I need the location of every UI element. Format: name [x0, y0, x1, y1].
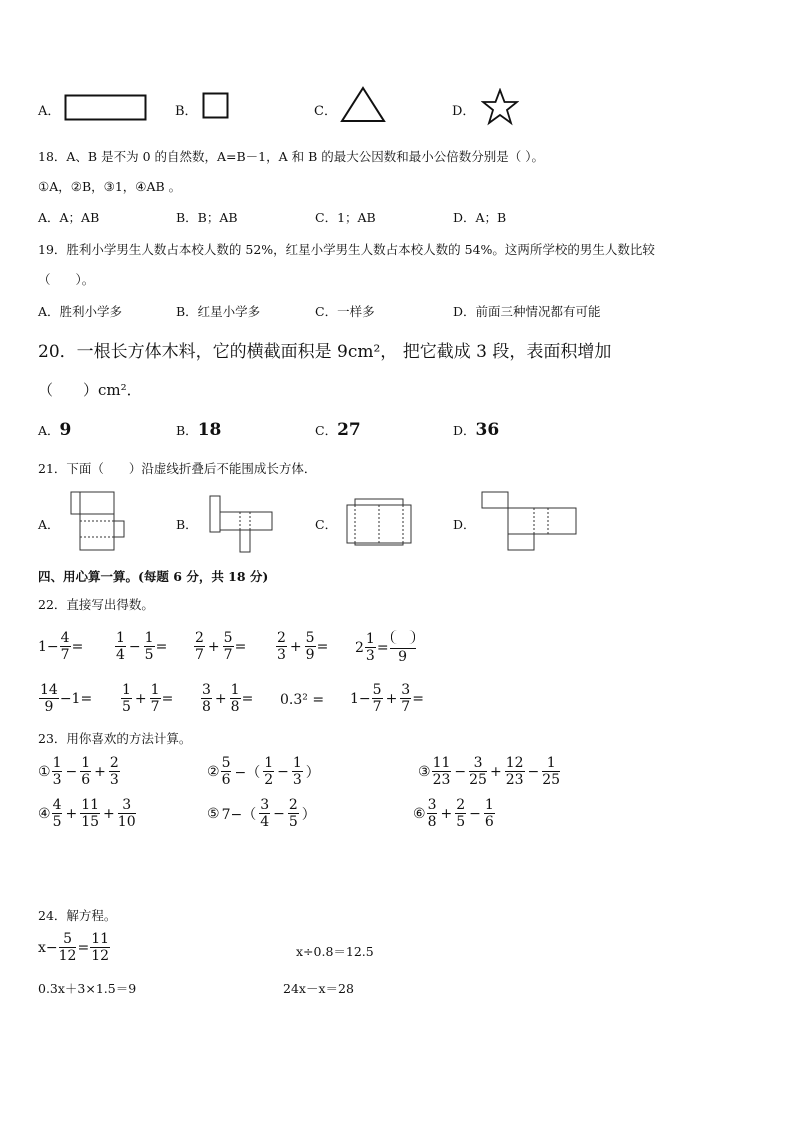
cuboid-net-a-icon — [70, 490, 126, 552]
numerator: 1 — [292, 755, 302, 771]
numerator: 11 — [81, 797, 100, 813]
numerator: 1 — [52, 755, 62, 771]
q20-stem-blank: （ ）cm²． — [38, 381, 142, 399]
q22-r1-e3 — [193, 630, 246, 663]
fraction — [427, 797, 438, 830]
denominator: 9 — [305, 647, 315, 663]
fraction — [259, 797, 270, 830]
numerator: 2 — [195, 630, 204, 646]
q18-choices: ①A，②B，③1，④AB 。 — [38, 179, 182, 194]
fraction — [118, 797, 136, 830]
q19-stem: 19．胜利小学男生人数占本校人数的 52%，红星小学男生人数占本校人数的 54%。这两所学校的男生人数比较 — [38, 242, 655, 257]
denominator: 3 — [52, 772, 62, 788]
operator: − — [128, 638, 141, 655]
expr-text: = — [155, 638, 168, 655]
blank-numerator — [390, 630, 416, 649]
expr-text: 0.3² = — [280, 692, 325, 708]
denominator: 7 — [150, 699, 160, 715]
q22-r1-e5 — [355, 630, 417, 665]
item-marker: ⑥ — [413, 805, 426, 822]
denominator: 3 — [277, 647, 286, 663]
fraction — [115, 630, 126, 663]
cuboid-net-c-icon — [345, 497, 413, 547]
fraction — [144, 630, 155, 663]
denominator: 12 — [91, 948, 110, 964]
fraction — [39, 682, 59, 715]
fraction — [80, 755, 91, 788]
q23-item-5 — [207, 797, 318, 830]
square-icon — [202, 92, 230, 120]
denominator: 7 — [223, 647, 233, 663]
fraction — [59, 931, 77, 964]
q20-letter-d: D． — [453, 423, 476, 438]
numerator: 4 — [60, 630, 70, 646]
fraction — [60, 630, 71, 663]
fraction — [365, 631, 376, 664]
expr-text: = — [161, 690, 174, 707]
triangle-icon — [340, 86, 386, 124]
q18-option-d: D．A；B — [453, 210, 507, 225]
operator: + — [65, 805, 78, 822]
rectangle-icon — [64, 94, 148, 122]
numerator: 1 — [150, 682, 160, 698]
q20-option-c — [315, 420, 361, 440]
fraction — [455, 797, 466, 830]
numerator: 1 — [144, 630, 154, 646]
q21-stem: 21．下面（ ）沿虚线折叠后不能围成长方体． — [38, 461, 317, 476]
operator: + — [385, 690, 398, 707]
denominator: 7 — [401, 699, 411, 715]
operator: ） — [305, 764, 320, 781]
q22-r2-e3 — [200, 682, 253, 715]
denominator: 25 — [542, 772, 561, 788]
denominator: 4 — [260, 814, 270, 830]
fraction — [276, 630, 287, 663]
fraction — [121, 682, 132, 715]
q22-r2-e5 — [350, 682, 424, 715]
numerator: 1 — [122, 682, 131, 698]
numerator: 1 — [81, 755, 91, 771]
q21-option-b: B． — [176, 517, 198, 532]
fraction — [263, 755, 274, 788]
operator: − — [469, 805, 481, 822]
q20-option-a — [38, 420, 71, 440]
q17-option-b: B． — [175, 104, 198, 119]
numerator: 11 — [91, 931, 110, 947]
q21-option-c: C． — [315, 517, 338, 532]
q20-stem: 20．一根长方体木料，它的横截面积是 9cm²， 把它截成 3 段，表面积增加 — [38, 342, 612, 362]
item-marker: ① — [38, 763, 51, 780]
denominator: 7 — [60, 647, 70, 663]
q22-r2-e1 — [38, 682, 92, 715]
operator: − — [273, 805, 285, 822]
denominator: 5 — [144, 647, 154, 663]
fraction — [505, 755, 525, 788]
mixed-whole: 2 — [355, 639, 364, 656]
q19-option-d: D．前面三种情况都有可能 — [453, 304, 601, 319]
fraction — [288, 797, 299, 830]
q18-option-a: A．A；AB — [38, 210, 100, 225]
numerator: 2 — [277, 630, 286, 646]
q20-letter-c: C． — [315, 423, 338, 438]
numerator: 4 — [52, 797, 62, 813]
fraction — [469, 755, 487, 788]
numerator: 2 — [288, 797, 298, 813]
item-marker: ⑤ — [207, 805, 220, 822]
numerator: 3 — [401, 682, 411, 698]
denominator: 2 — [264, 772, 274, 788]
fraction — [109, 755, 120, 788]
denominator: 8 — [230, 699, 240, 715]
q22-r2-e2 — [120, 682, 173, 715]
operator: + — [94, 763, 106, 780]
numerator: 3 — [202, 682, 211, 698]
expr-text: = — [376, 639, 389, 656]
numerator: 11 — [432, 755, 451, 771]
expr-text: = — [234, 638, 247, 655]
q20-letter-b: B． — [176, 423, 198, 438]
q20-option-d — [453, 420, 499, 440]
expr-text: = — [77, 939, 90, 956]
operator: + — [207, 638, 220, 655]
q24-eq4: 24x－x＝28 — [283, 981, 354, 996]
q24-eq2: x÷0.8＝12.5 — [296, 944, 374, 959]
numerator: 1 — [264, 755, 274, 771]
denominator: 23 — [432, 772, 451, 788]
q20-value-a: 9 — [59, 420, 72, 440]
expr-text: = — [71, 638, 84, 655]
q22-r2-e4 — [280, 692, 324, 708]
section4-title: 四、用心算一算。(每题 6 分，共 18 分) — [38, 569, 269, 584]
denominator: 4 — [116, 647, 125, 663]
numerator: 2 — [456, 797, 466, 813]
operator: − — [277, 763, 289, 780]
denominator: 15 — [81, 814, 100, 830]
denominator: 12 — [58, 948, 77, 964]
cuboid-net-b-icon — [208, 494, 274, 554]
fraction — [90, 931, 110, 964]
numerator: 3 — [469, 755, 487, 772]
q20-value-d: 36 — [475, 420, 500, 440]
numerator: 3 — [427, 797, 437, 813]
numerator: 5 — [59, 931, 77, 948]
q20-value-c: 27 — [337, 420, 361, 440]
item-marker: ③ — [418, 763, 431, 780]
q24-eq1 — [38, 931, 111, 964]
operator: − — [454, 763, 467, 780]
operator: −（ — [234, 764, 261, 781]
operator: + — [134, 690, 147, 707]
numerator: 5 — [221, 755, 231, 771]
q22-r1-e1 — [38, 630, 83, 663]
expr-text: x− — [38, 939, 58, 956]
denominator: 8 — [202, 699, 211, 715]
expr-text: 1− — [38, 638, 59, 655]
star-icon — [481, 88, 519, 126]
q23-item-2 — [207, 755, 322, 788]
denominator: 23 — [505, 772, 524, 788]
operator: + — [289, 638, 302, 655]
fraction — [223, 630, 234, 663]
q23-stem: 23．用你喜欢的方法计算。 — [38, 731, 192, 746]
item-marker: ② — [207, 763, 220, 780]
fraction-blank — [390, 630, 416, 665]
q23-item-6 — [413, 797, 496, 830]
fraction — [432, 755, 452, 788]
denominator: 9 — [44, 699, 54, 715]
fraction — [52, 755, 63, 788]
q18-option-b: B．B；AB — [176, 210, 238, 225]
q21-option-d: D． — [453, 517, 476, 532]
fraction — [221, 755, 232, 788]
fraction — [201, 682, 212, 715]
expr-text: = — [316, 638, 329, 655]
q19-stem-blank: （ ）。 — [38, 272, 95, 287]
operator: + — [214, 690, 227, 707]
denominator: 5 — [288, 814, 298, 830]
q22-stem: 22．直接写出得数。 — [38, 597, 154, 612]
operator: + — [440, 805, 453, 822]
q18-stem: 18．A、B 是不为 0 的自然数，A=B－1，A 和 B 的最大公因数和最小公倍数分别是（ ）。 — [38, 149, 544, 164]
expr-text: = — [412, 690, 424, 707]
q22-r1-e4 — [275, 630, 328, 663]
denominator: 5 — [52, 814, 62, 830]
operator: 7−（ — [221, 806, 257, 823]
numerator: 14 — [40, 682, 58, 698]
item-marker: ④ — [38, 805, 51, 822]
q19-option-c: C．一样多 — [315, 304, 375, 319]
answer-blank — [391, 630, 415, 644]
numerator: 5 — [372, 682, 382, 698]
q17-option-a: A． — [38, 104, 61, 119]
expr-text: 1− — [350, 690, 371, 707]
fraction — [484, 797, 495, 830]
q24-stem: 24．解方程。 — [38, 908, 117, 923]
fraction — [542, 755, 560, 788]
q17-row — [38, 86, 758, 130]
denominator: 7 — [372, 699, 382, 715]
operator: + — [103, 805, 115, 822]
q21-option-a: A． — [38, 517, 60, 532]
expr-text: = — [241, 690, 254, 707]
q24-eq3: 0.3x＋3×1.5＝9 — [38, 981, 137, 996]
denominator: 3 — [292, 772, 302, 788]
fraction — [372, 682, 383, 715]
denominator: 3 — [365, 648, 375, 664]
denominator: 10 — [117, 814, 136, 830]
denominator: 3 — [109, 772, 119, 788]
operator: − — [65, 763, 78, 780]
fraction — [230, 682, 241, 715]
numerator: 2 — [109, 755, 119, 771]
numerator: 1 — [230, 682, 240, 698]
q18-option-c: C．1；AB — [315, 210, 376, 225]
denominator: 8 — [427, 814, 437, 830]
expr-text: −1= — [59, 690, 93, 707]
operator: + — [489, 763, 502, 780]
denominator: 6 — [221, 772, 231, 788]
numerator: 1 — [365, 631, 375, 647]
fraction — [292, 755, 303, 788]
operator: ） — [301, 806, 316, 823]
denominator: 6 — [81, 772, 91, 788]
numerator: 3 — [118, 797, 136, 814]
fraction — [150, 682, 161, 715]
denominator: 5 — [122, 699, 131, 715]
q22-r1-e2 — [114, 630, 167, 663]
q23-item-1 — [38, 755, 121, 788]
cuboid-net-d-icon — [480, 490, 578, 552]
q20-letter-a: A． — [38, 423, 60, 438]
q20-option-b — [176, 420, 221, 440]
q17-option-c: C． — [314, 104, 337, 119]
numerator: 1 — [542, 755, 560, 772]
denominator: 5 — [456, 814, 466, 830]
operator: − — [527, 763, 540, 780]
q23-item-3 — [418, 755, 561, 788]
q17-option-d: D． — [452, 104, 476, 119]
q19-option-a: A．胜利小学多 — [38, 304, 123, 319]
q20-value-b: 18 — [197, 420, 222, 440]
denominator: 9 — [398, 649, 408, 665]
numerator: 12 — [505, 755, 524, 771]
denominator: 25 — [469, 772, 487, 788]
denominator: 7 — [195, 647, 204, 663]
fraction — [80, 797, 100, 830]
fraction — [400, 682, 411, 715]
q23-item-4 — [38, 797, 137, 830]
fraction — [194, 630, 205, 663]
numerator: 5 — [305, 630, 315, 646]
fraction — [305, 630, 316, 663]
numerator: 3 — [260, 797, 270, 813]
q19-option-b: B．红星小学多 — [176, 304, 261, 319]
numerator: 1 — [484, 797, 494, 813]
numerator: 5 — [223, 630, 233, 646]
numerator: 1 — [116, 630, 125, 646]
fraction — [52, 797, 63, 830]
denominator: 6 — [484, 814, 494, 830]
